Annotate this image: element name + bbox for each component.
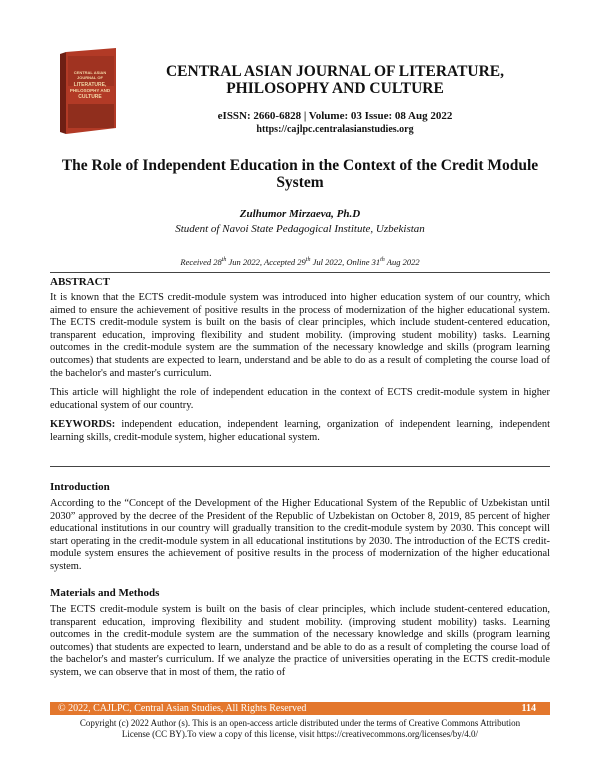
journal-title-line-1: CENTRAL ASIAN JOURNAL OF LITERATURE, [165,63,505,80]
accepted-sup: th [305,257,311,264]
introduction-paragraph: According to the “Concept of the Development of the Higher Educational System of the Republic of Uzbekistan until 2030” approved by the decree of the President of the Republic of Uzbekistan on October 8, 2019, 85 percent of higher educational institutions in our country will gradually transition to the credit-module system by 2030. This concept will start operating in the credit-module system in all educational institutions by 2030. The introduction of the ECTS credit-module system ensures the achievement of positive results in the process of modernization of the higher educational system. [50,498,550,572]
article-title: The Role of Independent Education in the Context of the Credit Module System [61,157,539,191]
methods-heading: Materials and Methods [50,587,160,599]
received-text: Received 28 [180,257,222,267]
divider-bottom [50,466,550,467]
footer-bar [50,702,550,715]
journal-title-line-2: PHILOSOPHY AND CULTURE [226,80,444,97]
online-rest: Aug 2022 [384,257,420,267]
cover-line-5: CULTURE [78,94,102,100]
abstract-paragraph-1: It is known that the ECTS credit-module system was introduced into higher education system of our country, which aimed to ensure the achievement of positive results in the process of modernization of the higher educational system. The ECTS credit-module system is built on the basis of clear principles, which include student-centered education, transparent education, improving flexibility and student mobility. (improving student mobility) tasks. Learning outcomes in the credit-module system are the summation of the necessary knowledge and skills (program learning outcomes) that students are expected to learn, understand and be able to do as a result of completing the course load of the bachelor's and master's curriculum. [50,292,550,379]
cover-line-1: CENTRAL ASIAN [73,70,107,75]
license-notice [55,718,545,740]
footer-copyright: © 2022, CAJLPC, Central Asian Studies, All Rights Reserved [58,703,307,714]
page-number: 114 [521,703,536,714]
license-line-1: Copyright (c) 2022 Author (s). This is an open-access article distributed under the terms of Creative Commons Attribution [79,718,521,728]
keywords-paragraph [50,419,550,444]
divider-top [50,272,550,273]
received-sup: th [221,257,227,264]
online-sup: th [380,257,385,264]
journal-cover-image [60,48,120,134]
author-affiliation: Student of Navoi State Pedagogical Institute, Uzbekistan [175,223,425,235]
methods-paragraph: The ECTS credit-module system is built on the basis of clear principles, which include student-centered education, transparent education, improving flexibility and student mobility. (improving student mobility) tasks. Learning outcomes in the credit-module system are the summation of the necessary knowledge and skills (program learning outcomes) that students are expected to learn, understand and be able to do as a result of completing the course load of the bachelor's and master's curriculum. If we analyze the practice of universities operating in the ECTS credit-module system, we can observe that in most of them, the ratio of [50,604,550,678]
keywords-text: independent education, independent learning, organization of independent learning, independent learning skills, credit-module system, higher educational system. [50,419,550,443]
journal-url[interactable]: https://cajlpc.centralasianstudies.org [256,124,414,135]
accepted-text: Jun 2022, Accepted 29 [226,257,306,267]
cover-line-2: JOURNAL OF [77,75,103,80]
abstract-paragraph-2: This article will highlight the role of independent education in the context of ECTS credit-module system in higher educational system of our country. [50,387,550,411]
methods-section [50,587,550,680]
online-text: Jul 2022, Online 31 [310,257,381,267]
article-dates [40,257,560,267]
introduction-heading: Introduction [50,481,110,493]
license-line-2: License (CC BY).To view a copy of this license, visit https://creativecommons.org/licenses/by/4.0/ [121,729,479,739]
cover-line-4: PHILOSOPHY AND [69,88,111,93]
author-name: Zulhumor Mirzaeva, Ph.D [239,208,361,220]
journal-title [130,63,540,97]
introduction-section [50,481,550,574]
abstract-section [50,276,550,445]
abstract-heading: ABSTRACT [50,276,110,288]
cover-line-3: LITERATURE, [73,82,107,88]
keywords-label: KEYWORDS: [50,419,116,431]
issn-volume-line: eISSN: 2660-6828 | Volume: 03 Issue: 08 Aug 2022 [217,110,453,122]
